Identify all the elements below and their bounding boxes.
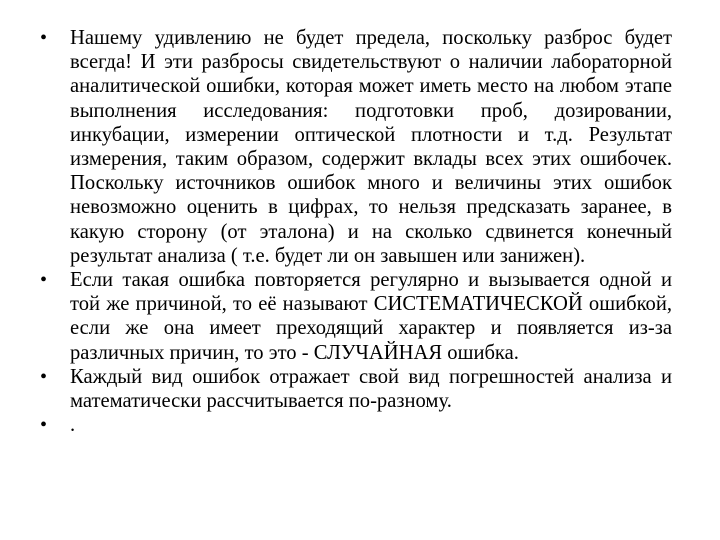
bullet-text: Если такая ошибка повторяется регулярно и вызывается одной и той же причиной, то её называют СИСТЕМАТИЧЕСКОЙ ошибкой, если же она имеет преходящий характер и появляется из-за различных причин, то это - СЛУЧАЙНАЯ ошибка. [70, 269, 672, 364]
bullet-text: Каждый вид ошибок отражает свой вид погрешностей анализа и математически рассчитывается по-разному. [70, 365, 672, 413]
bullet-text: Нашему удивлению не будет предела, поскольку разброс будет всегда! И эти разбросы свидетельствуют о наличии лабораторной аналитической ошибки, которая может иметь место на любом этапе выполнения исследования: подготовки проб, дозировании, инкубации, измерении оптической плотности и т.д. Результат измерения, таким образом, содержит вклады всех этих ошибочек. Поскольку источников ошибок много и величины этих ошибок невозможно оценить в цифрах, то нельзя предсказать заранее, в какую сторону (от эталона) и на сколько сдвинется конечный результат анализа ( т.е. будет ли он завышен или занижен). [70, 27, 672, 267]
bullet-icon: • [40, 269, 48, 292]
bullet-list [40, 26, 672, 437]
bullet-item-errors-spread [40, 26, 672, 268]
bullet-icon: • [40, 365, 48, 388]
bullet-item-error-types [40, 365, 672, 413]
bullet-icon: • [40, 414, 48, 437]
bullet-item-systematic-random [40, 268, 672, 365]
bullet-icon: • [40, 27, 48, 49]
bullet-text: . [70, 414, 76, 437]
bullet-item-empty [40, 413, 672, 437]
